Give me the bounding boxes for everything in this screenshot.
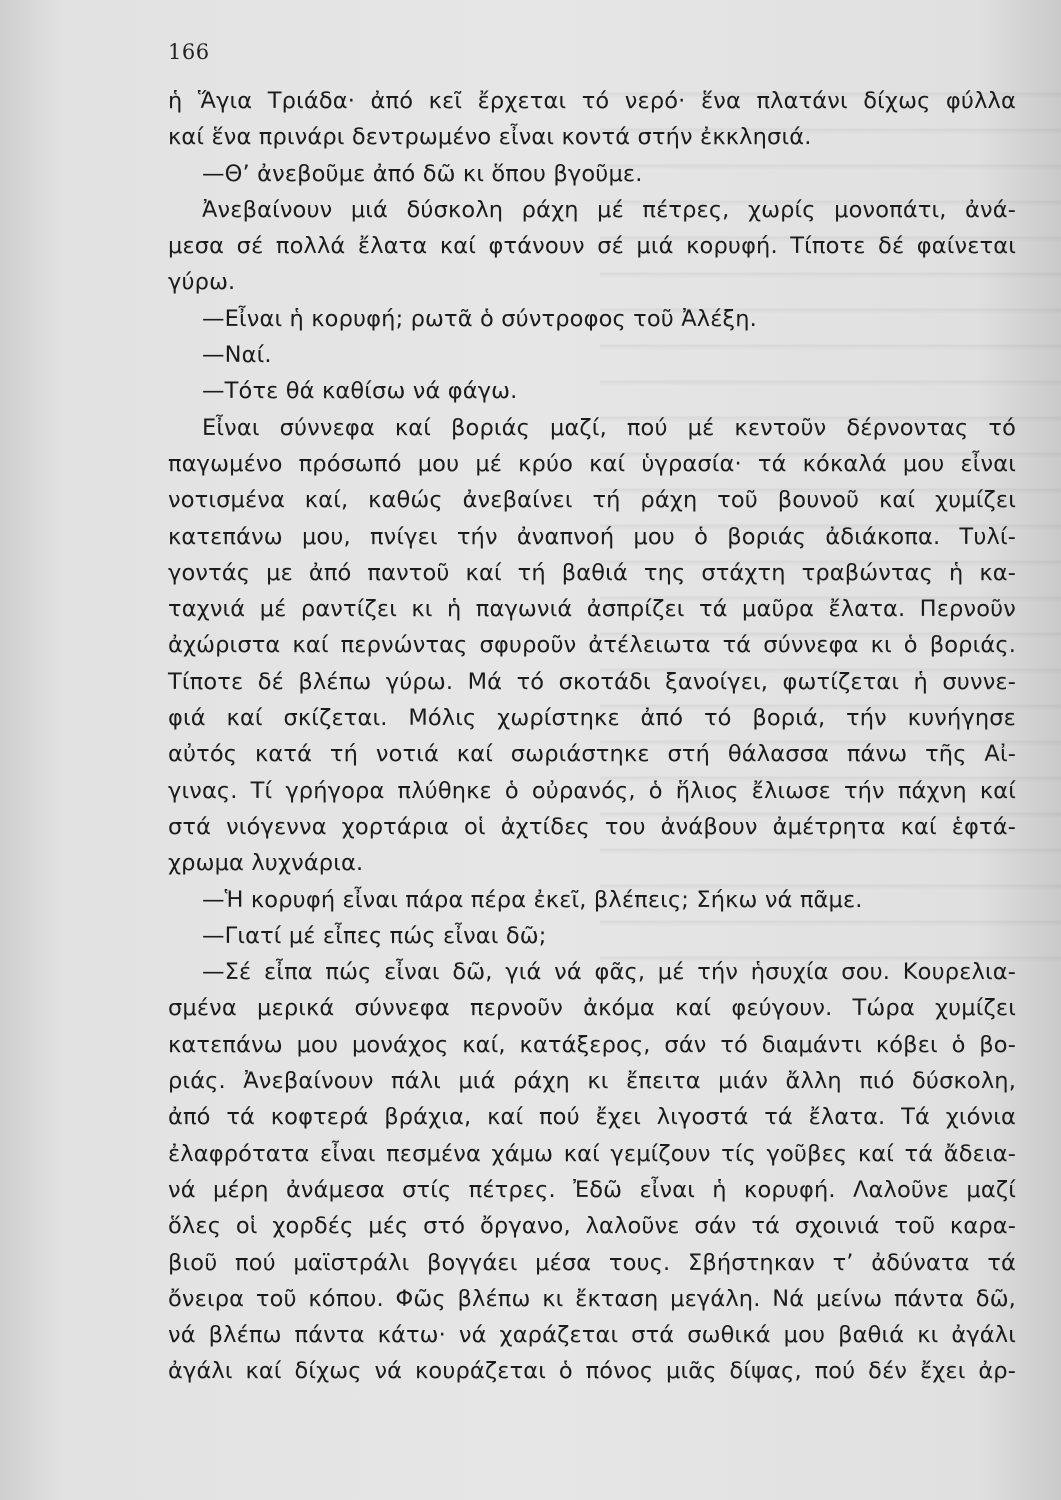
text-line: Τίποτε δέ βλέπω γύρω. Μά τό σκοτάδι ξανοίγει, φωτίζεται ἡ συννε- (168, 668, 1016, 695)
text-line: ὅλες οἱ χορδές μές στό ὄργανο, λαλοῦνε σάν τά σχοινιά τοῦ καρα- (168, 1213, 1016, 1240)
text-line: γύρω. (168, 269, 236, 296)
text-line: —Ναί. (202, 342, 272, 369)
text-line: νά μέρη ἀνάμεσα στίς πέτρες. Ἐδῶ εἶναι ἡ κορυφή. Λαλοῦνε μαζί (168, 1176, 1016, 1203)
text-line: στά νιόγεννα χορτάρια οἱ ἀχτίδες του ἀνάβουν ἀμέτρητα καί ἑφτά- (168, 813, 1016, 840)
text-line: ταχνιά μέ ραντίζει κι ἡ παγωνιά ἀσπρίζει τά μαῦρα ἔλατα. Περνοῦν (168, 596, 1016, 623)
text-line: ἀγάλι καί δίχως νά κουράζεται ὁ πόνος μιᾶς δίψας, πού δέν ἔχει ἀρ- (168, 1358, 1016, 1385)
text-line: χρωμα λυχνάρια. (168, 850, 364, 877)
text-line: —Γιατί μέ εἶπες πώς εἶναι δῶ; (202, 922, 547, 949)
text-line: αὐτός κατά τή νοτιά καί σωριάστηκε στή θάλασσα πάνω τῆς Αἰ- (168, 741, 1016, 768)
text-line: —Θ’ ἀνεβοῦμε ἀπό δῶ κι ὅπου βγοῦμε. (202, 160, 643, 187)
text-line: γοντάς με ἀπό παντοῦ καί τή βαθιά της στάχτη τραβώντας ἡ κα- (168, 559, 1016, 586)
text-line: σμένα μερικά σύννεφα περνοῦν ἀκόμα καί φεύγουν. Τώρα χυμίζει (168, 995, 1016, 1022)
text-line: —Εἶναι ἡ κορυφή; ρωτᾶ ὁ σύντροφος τοῦ Ἀλέξη. (202, 305, 757, 332)
text-line: ριάς. Ἀνεβαίνουν πάλι μιά ράχη κι ἔπειτα μιάν ἄλλη πιό δύσκολη, (168, 1068, 1016, 1095)
text-line: ἡ Ἅγια Τριάδα· ἀπό κεῖ ἔρχεται τό νερό· ἕνα πλατάνι δίχως φύλλα (168, 88, 1016, 114)
text-line: —Σέ εἶπα πώς εἶναι δῶ, γιά νά φᾶς, μέ τήν ἡσυχία σου. Κουρελια- (202, 959, 1016, 986)
text-line: καί ἕνα πρινάρι δεντρωμένο εἶναι κοντά στήν ἐκκλησιά. (168, 124, 812, 151)
text-line: κατεπάνω μου μονάχος καί, κατάξερος, σάν τό διαμάντι κόβει ὁ βο- (168, 1031, 1016, 1058)
body-text (168, 83, 1016, 1390)
text-line: βιοῦ πού μαϊστράλι βογγάει μέσα τους. Σβήστηκαν τ’ ἀδύνατα τά (168, 1249, 1016, 1276)
text-line: Ἀνεβαίνουν μιά δύσκολη ράχη μέ πέτρες, χωρίς μονοπάτι, ἀνά- (202, 196, 1016, 223)
text-line: μεσα σέ πολλά ἔλατα καί φτάνουν σέ μιά κορυφή. Τίποτε δέ φαίνεται (168, 233, 1016, 260)
text-line: παγωμένο πρόσωπό μου μέ κρύο καί ὑγρασία· τά κόκαλά μου εἶναι (168, 450, 1016, 477)
text-line: Εἶναι σύννεφα καί βοριάς μαζί, πού μέ κεντοῦν δέρνοντας τό (202, 414, 1016, 441)
text-line: —Ἡ κορυφή εἶναι πάρα πέρα ἐκεῖ, βλέπεις; Σήκω νά πᾶμε. (202, 886, 863, 913)
text-line: ἀπό τά κοφτερά βράχια, καί πού ἔχει λιγοστά τά ἔλατα. Τά χιόνια (168, 1104, 1016, 1131)
text-line: κατεπάνω μου, πνίγει τήν ἀναπνοή μου ὁ βοριάς ἀδιάκοπα. Τυλί- (168, 523, 1016, 550)
text-line: φιά καί σκίζεται. Μόλις χωρίστηκε ἀπό τό βοριά, τήν κυνήγησε (168, 705, 1016, 732)
text-line: νοτισμένα καί, καθώς ἀνεβαίνει τή ράχη τοῦ βουνοῦ καί χυμίζει (168, 487, 1016, 514)
text-line: —Τότε θά καθίσω νά φάγω. (202, 378, 518, 405)
text-line: ὄνειρα τοῦ κόπου. Φῶς βλέπω κι ἔκταση μεγάλη. Νά μείνω πάντα δῶ, (168, 1285, 1016, 1312)
text-line: νά βλέπω πάντα κάτω· νά χαράζεται στά σωθικά μου βαθιά κι ἀγάλι (168, 1322, 1016, 1349)
text-line: γινας. Τί γρήγορα πλύθηκε ὁ οὐρανός, ὁ ἥλιος ἔλιωσε τήν πάχνη καί (168, 777, 1016, 804)
text-line: ἀχώριστα καί περνώντας σφυροῦν ἀτέλειωτα τά σύννεφα κι ὁ βοριάς. (168, 632, 1016, 659)
text-line: ἐλαφρότατα εἶναι πεσμένα χάμω καί γεμίζουν τίς γοῦβες καί τά ἄδεια- (168, 1140, 1016, 1167)
page-number: 166 (168, 40, 210, 64)
